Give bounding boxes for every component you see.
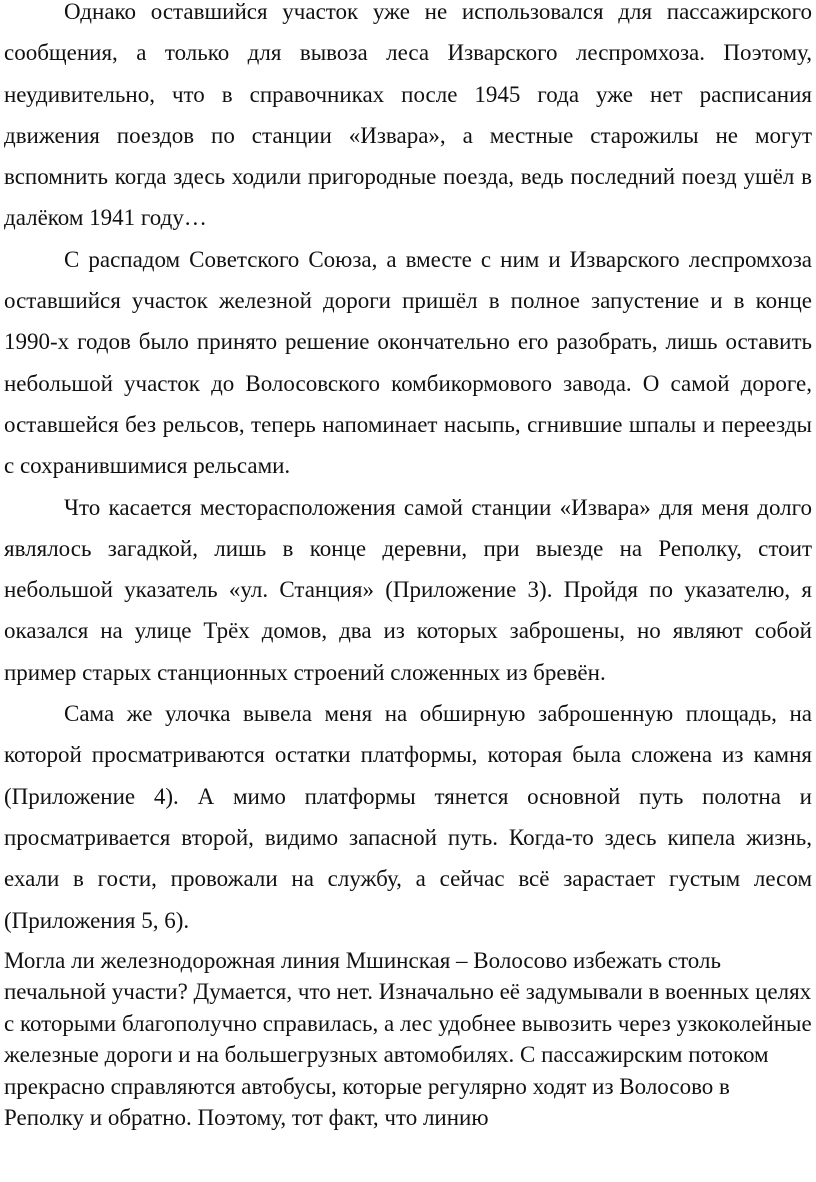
paragraph-1: Однако оставшийся участок уже не использовался для пассажирского сообщения, а только для вывоза леса Изварского леспромхоза. Поэтому, неудивительно, что в справочниках после 1945 года уже нет расписания движения поездов по станции «Извара», а местные старожилы не могут вспомнить когда здесь ходили пригородные поезда, ведь последний поезд ушёл в далёком 1941 году… (4, 0, 812, 231)
paragraph-5: Могла ли железнодорожная линия Мшинская – Волосово избежать столь печальной участи? Думается, что нет. Изначально её задумывали в военных целях с которыми благополучно справилась, а лес удобнее вывозить через узкоколейные железные дороги и на большегрузных автомобилях. С пассажирским потоком прекрасно справляются автобусы, которые регулярно ходят из Волосово в Реполку и обратно. Поэтому, тот факт, что линию (4, 947, 812, 1131)
paragraph-2: С распадом Советского Союза, а вместе с ним и Изварского леспромхоза оставшийся участок железной дороги пришёл в полное запустение и в конце 1990-х годов было принято решение окончательно его разобрать, лишь оставить небольшой участок до Волосовского комбикормового завода. О самой дороге, оставшейся без рельсов, теперь напоминает насыпь, сгнившие шпалы и переезды с сохранившимися рельсами. (4, 246, 812, 479)
paragraph-4: Сама же улочка вывела меня на обширную заброшенную площадь, на которой просматриваются остатки платформы, которая была сложена из камня (Приложение 4). А мимо платформы тянется основной путь полотна и просматривается второй, видимо запасной путь. Когда-то здесь кипела жизнь, ехали в гости, провожали на службу, а сейчас всё зарастает густым лесом (Приложения 5, 6). (4, 701, 812, 933)
paragraph-3: Что касается месторасположения самой станции «Извара» для меня долго являлось загадкой, лишь в конце деревни, при выезде на Реполку, стоит небольшой указатель «ул. Станция» (Приложение 3). Пройдя по указателю, я оказался на улице Трёх домов, два из которых заброшены, но являют собой пример старых станционных строений сложенных из бревён. (4, 494, 812, 685)
